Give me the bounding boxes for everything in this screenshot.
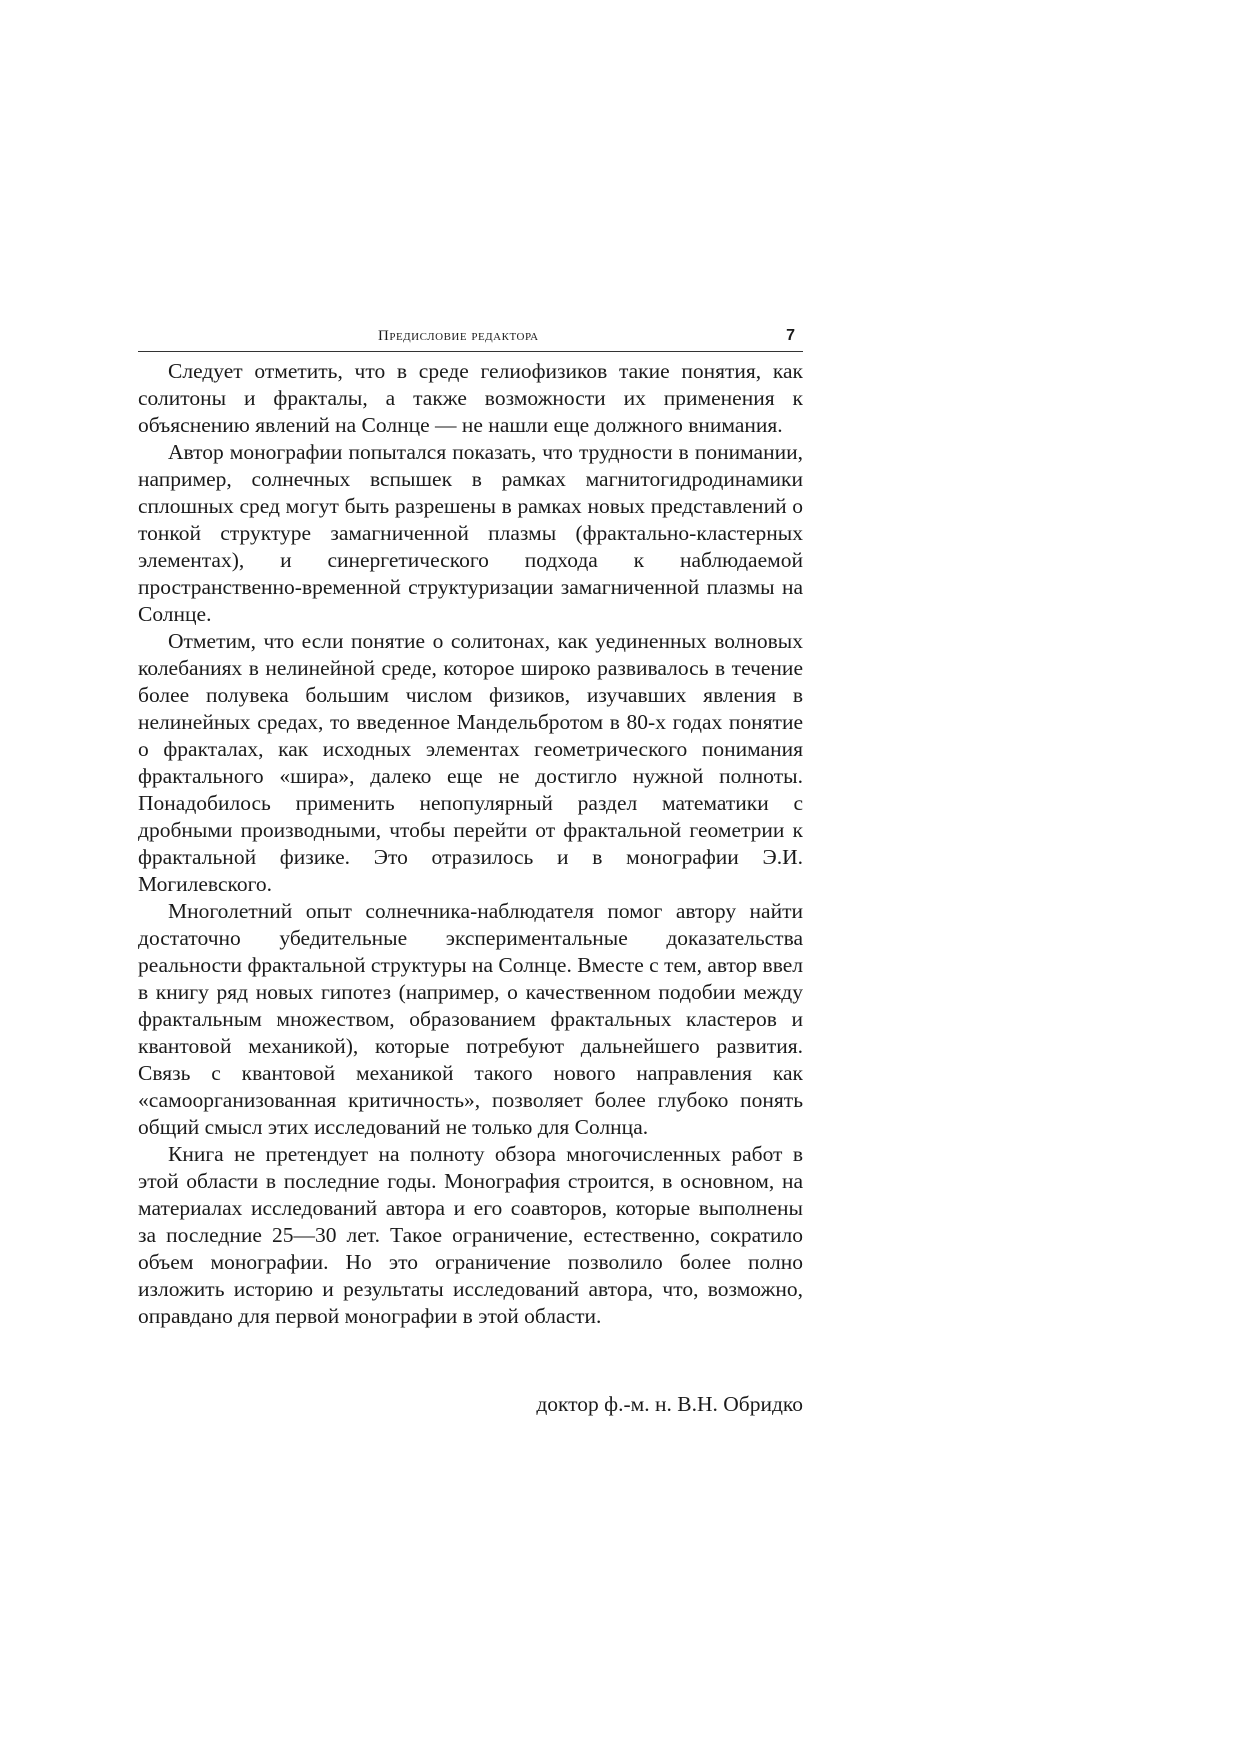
paragraph: Многолетний опыт солнечника-наблюдателя помог автору найти достаточно убедительные экспериментальные доказательства реальности фрактальной структуры на Солнце. Вместе с тем, автор ввел в книгу ряд новых гипотез (например, о качественном подобии между фрактальным множеством, образованием фрактальных кластеров и квантовой механикой), которые потребуют дальнейшего развития. Связь с квантовой механикой такого нового направления как «самоорганизованная критичность», позволяет более глубоко понять общий смысл этих исследований не только для Солнца. bbox=[138, 899, 803, 1139]
paragraph: Книга не претендует на полноту обзора многочисленных работ в этой области в последние годы. Монография строится, в основном, на материалах исследований автора и его соавторов, которые выполнены за последние 25—30 лет. Такое ограничение, естественно, сократило объем монографии. Но это ограничение позволило более полно изложить историю и результаты исследований автора, что, возможно, оправдано для первой монографии в этой области. bbox=[138, 1142, 803, 1328]
page-header bbox=[138, 325, 803, 352]
paragraph: Отметим, что если понятие о солитонах, как уединенных волновых колебаниях в нелинейной среде, которое широко развивалось в течение более полувека большим числом физиков, изучавших явления в нелинейных средах, то введенное Мандельбротом в 80-х годах понятие о фракталах, как исходных элементах геометрического понимания фрактального «шира», далеко еще не достигло нужной полноты. Понадобилось применить непопулярный раздел математики с дробными производными, чтобы перейти от фрактальной геометрии к фрактальной физике. Это отразилось и в монографии Э.И. Могилевского. bbox=[138, 629, 803, 896]
page-number: 7 bbox=[786, 327, 795, 344]
paragraph: Автор монографии попытался показать, что трудности в понимании, например, солнечных вспышек в рамках магнитогидродинамики сплошных сред могут быть разрешены в рамках новых представлений о тонкой структуре замагниченной плазмы (фрактально-кластерных элементах), и синергетического подхода к наблюдаемой пространственно-временной структуризации замагниченной плазмы на Солнце. bbox=[138, 440, 803, 626]
signature: доктор ф.-м. н. В.Н. Обридко bbox=[536, 1392, 803, 1416]
running-title: Предисловие редактора bbox=[378, 328, 539, 344]
paragraph: Следует отметить, что в среде гелиофизиков такие понятия, как солитоны и фракталы, а также возможности их применения к объяснению явлений на Солнце — не нашли еще должного внимания. bbox=[138, 359, 803, 437]
body-text bbox=[138, 358, 803, 1330]
